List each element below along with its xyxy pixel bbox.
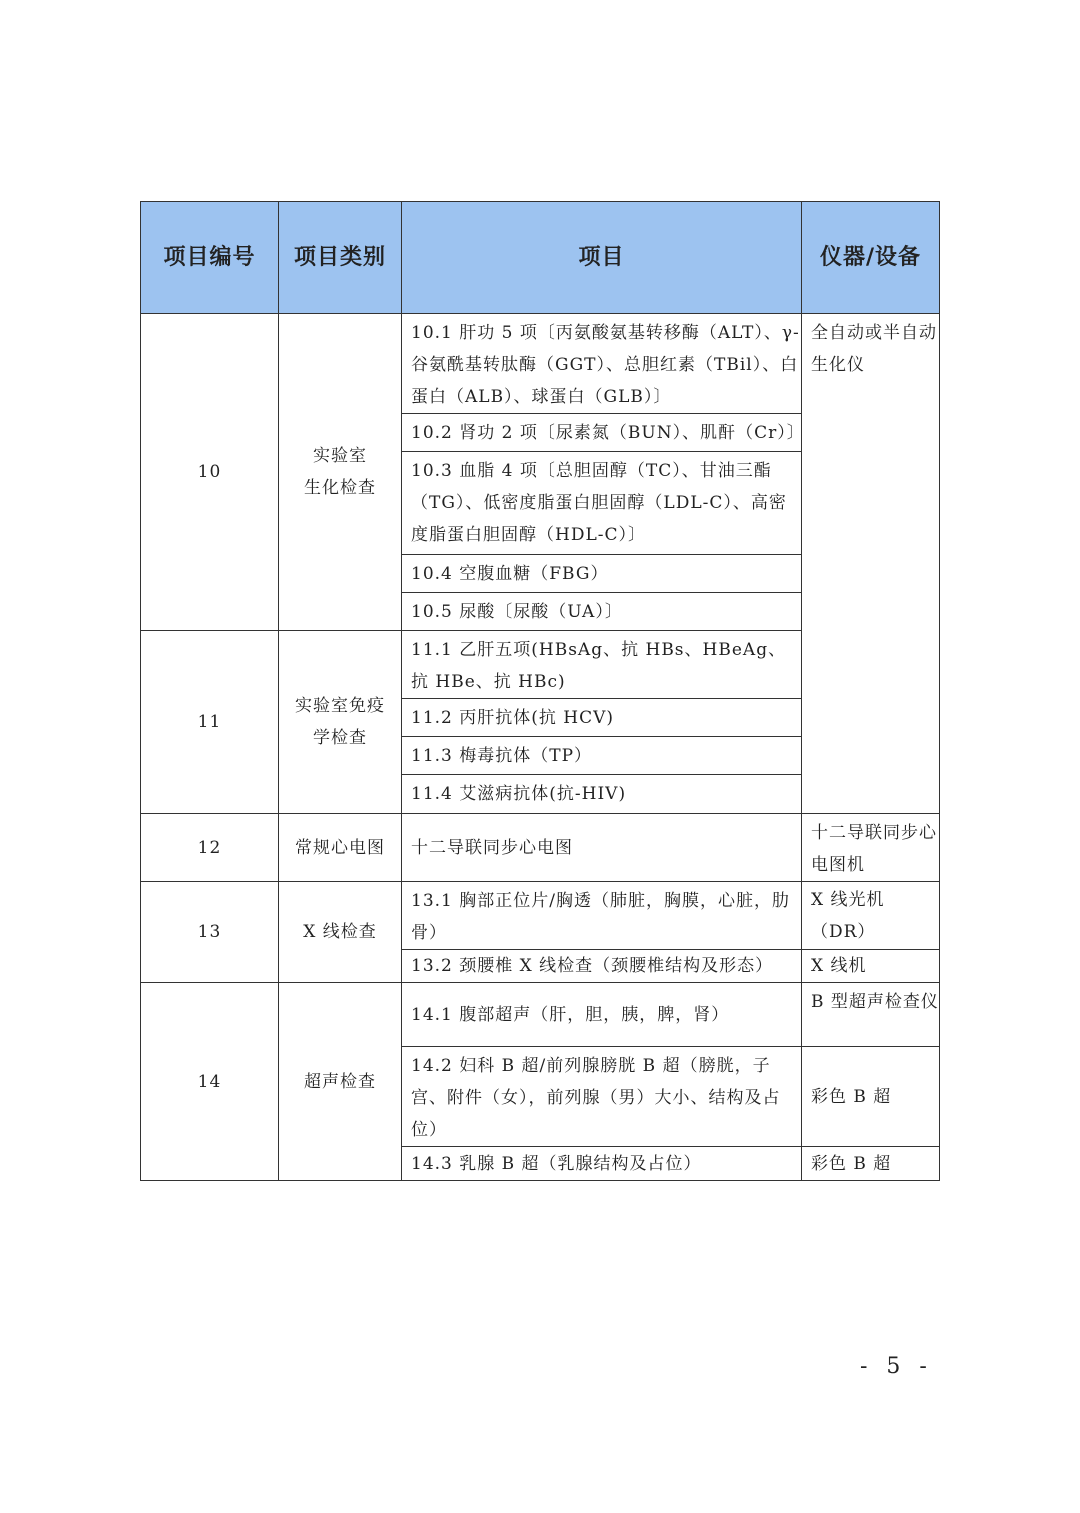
item-cell: 14.3 乳腺 B 超（乳腺结构及占位） bbox=[402, 1147, 802, 1181]
item-cell: 14.1 腹部超声（肝，胆，胰，脾，肾） bbox=[402, 983, 802, 1047]
device-cell: 十二导联同步心电图机 bbox=[802, 814, 940, 882]
table-row bbox=[141, 814, 940, 882]
device-cell: X 线光机（DR） bbox=[802, 882, 940, 950]
header-number: 项目编号 bbox=[141, 202, 279, 314]
item-cell: 11.3 梅毒抗体（TP） bbox=[402, 737, 802, 775]
item-cell: 11.2 丙肝抗体(抗 HCV) bbox=[402, 699, 802, 737]
page-number: - 5 - bbox=[860, 1354, 933, 1379]
group-category: 常规心电图 bbox=[279, 814, 402, 882]
group-number: 11 bbox=[141, 631, 279, 814]
category-label: 实验室免疫 学检查 bbox=[295, 696, 385, 748]
group-number: 14 bbox=[141, 983, 279, 1181]
group-category bbox=[279, 631, 402, 814]
item-cell: 十二导联同步心电图 bbox=[402, 814, 802, 882]
group-category: X 线检查 bbox=[279, 882, 402, 983]
group-category bbox=[279, 314, 402, 631]
table-row bbox=[141, 314, 940, 414]
group-number: 13 bbox=[141, 882, 279, 983]
device-cell: 彩色 B 超 bbox=[802, 1147, 940, 1181]
item-cell: 10.1 肝功 5 项〔丙氨酸氨基转移酶（ALT）、γ-谷氨酰基转肽酶（GGT）、总胆红素（TBil）、白蛋白（ALB）、球蛋白（GLB）〕 bbox=[402, 314, 802, 414]
item-cell: 11.4 艾滋病抗体(抗-HIV) bbox=[402, 775, 802, 814]
group-category: 超声检查 bbox=[279, 983, 402, 1181]
header-item: 项目 bbox=[402, 202, 802, 314]
item-cell: 10.5 尿酸〔尿酸（UA）〕 bbox=[402, 593, 802, 631]
category-label: 实验室 生化检查 bbox=[304, 446, 376, 498]
device-cell: B 型超声检查仪 bbox=[802, 983, 940, 1047]
item-cell: 10.4 空腹血糖（FBG） bbox=[402, 555, 802, 593]
item-cell: 13.2 颈腰椎 X 线检查（颈腰椎结构及形态） bbox=[402, 950, 802, 983]
device-cell: 彩色 B 超 bbox=[802, 1047, 940, 1147]
table-row bbox=[141, 983, 940, 1047]
device-cell: 全自动或半自动生化仪 bbox=[802, 314, 940, 814]
group-number: 12 bbox=[141, 814, 279, 882]
item-cell: 11.1 乙肝五项(HBsAg、抗 HBs、HBeAg、抗 HBe、抗 HBc) bbox=[402, 631, 802, 699]
header-device: 仪器/设备 bbox=[802, 202, 940, 314]
header-category: 项目类别 bbox=[279, 202, 402, 314]
item-cell: 10.3 血脂 4 项〔总胆固醇（TC）、甘油三酯（TG）、低密度脂蛋白胆固醇（LDL-C）、高密度脂蛋白胆固醇（HDL-C）〕 bbox=[402, 452, 802, 555]
table-header-row bbox=[141, 202, 940, 314]
device-cell: X 线机 bbox=[802, 950, 940, 983]
exam-items-table bbox=[140, 201, 940, 1181]
item-cell: 10.2 肾功 2 项〔尿素氮（BUN）、肌酐（Cr）〕 bbox=[402, 414, 802, 452]
item-cell: 13.1 胸部正位片/胸透（肺脏，胸膜，心脏，肋骨） bbox=[402, 882, 802, 950]
group-number: 10 bbox=[141, 314, 279, 631]
table-row bbox=[141, 882, 940, 950]
item-cell: 14.2 妇科 B 超/前列腺膀胱 B 超（膀胱，子宫、附件（女），前列腺（男）大小、结构及占位） bbox=[402, 1047, 802, 1147]
